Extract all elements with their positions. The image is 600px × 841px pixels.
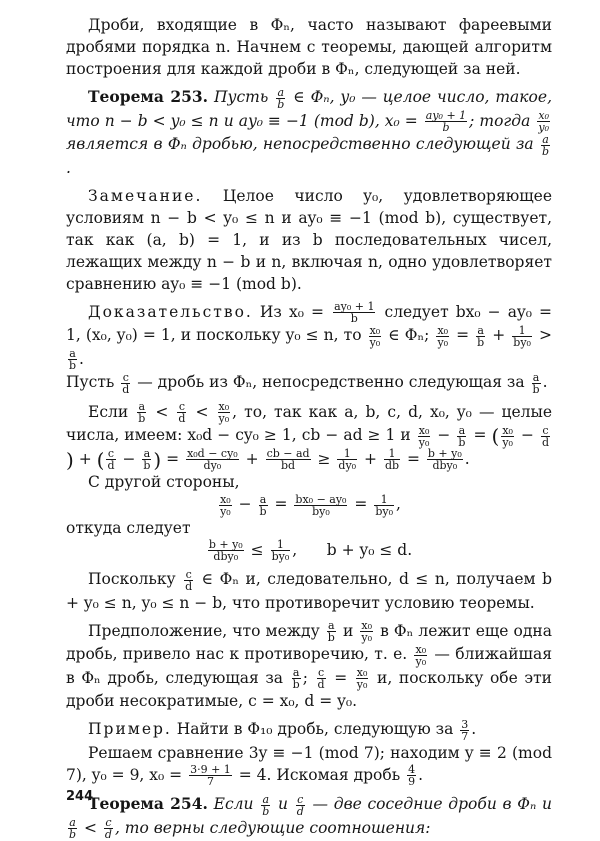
- text-run: +: [359, 449, 382, 468]
- text-run: ∈ Φₙ и, следовательно, d ≤ n, получаем b + y₀ ≤ n, y₀ ≤ n − b, что противоречит условию теоремы.: [66, 570, 552, 612]
- numerator: x₀: [361, 619, 372, 632]
- numerator: 3·9 + 1: [190, 763, 231, 776]
- denominator: d: [104, 828, 112, 841]
- text-run: +: [487, 326, 511, 344]
- text-run: = 4. Искомая дробь: [233, 765, 406, 784]
- text-run: и: [272, 795, 294, 813]
- denominator: dy₀: [338, 459, 357, 472]
- numerator: a: [277, 85, 285, 99]
- text-run: Предположение, что между: [88, 621, 325, 640]
- fraction-c-d: [177, 401, 186, 424]
- fraction-b-plus-y0-over-dby0: [208, 539, 244, 562]
- numerator: c: [105, 816, 112, 829]
- text-run: ; тогда: [469, 111, 536, 130]
- denominator: b: [138, 412, 146, 425]
- numerator: c: [122, 370, 129, 384]
- numerator: a: [458, 423, 466, 437]
- fraction-cb-ad-over-bd: [266, 448, 311, 471]
- whence-line: откуда следует: [66, 518, 191, 537]
- numerator: c: [297, 792, 304, 806]
- fraction-1-over-by0: [374, 494, 394, 517]
- fraction-ay0-plus-1-over-b: [333, 301, 375, 324]
- text-run: >: [533, 326, 552, 344]
- denominator: dby₀: [432, 459, 458, 472]
- fraction-a-b: [476, 325, 485, 348]
- denominator: y₀: [502, 435, 513, 449]
- text-run: следует bx₀ − ay₀ = 1, (x₀, y₀) = 1, и поскольку y₀ ≤ n, то: [66, 302, 553, 344]
- denominator: y₀: [220, 504, 231, 518]
- fraction-a-b: [68, 817, 77, 840]
- fraction-x0d-cy0-over-dy0: [186, 448, 239, 471]
- numerator: 4: [408, 763, 416, 776]
- text-run: Поскольку: [88, 570, 183, 588]
- theorem-253: [66, 86, 552, 179]
- numerator: b + y₀: [208, 538, 243, 551]
- text-run: ∈ Φₙ;: [383, 326, 435, 344]
- theorem-253-label: Теорема 253.: [88, 87, 209, 106]
- numerator: a: [477, 323, 484, 337]
- denominator: b: [277, 97, 285, 111]
- numerator: c: [107, 447, 115, 460]
- text-run: <: [79, 818, 102, 837]
- text-run: Из x₀ =: [252, 302, 332, 321]
- denominator: b: [442, 121, 450, 134]
- paren-left: (: [491, 424, 500, 448]
- text-run: =: [451, 326, 475, 344]
- paren-left: (: [96, 447, 105, 472]
- text-run: <: [148, 402, 176, 421]
- fraction-1-over-db: [384, 448, 400, 471]
- text-run: ∈ Φₙ, y₀ — целое число, такое, что n − b < y₀ ≤ n и ay₀ ≡ −1 (mod b), x₀ =: [66, 88, 552, 130]
- fraction-x0-y0: [356, 667, 369, 690]
- fraction-c-d: [296, 794, 305, 817]
- denominator: by₀: [271, 550, 290, 563]
- fraction-a-b: [68, 348, 77, 371]
- numerator: a: [542, 132, 549, 146]
- fraction-3x9-plus-1-over-7: [189, 764, 232, 787]
- fraction-a-b: [259, 494, 268, 517]
- fraction-1-over-by0: [512, 325, 532, 348]
- fraction-4-9: [407, 764, 416, 787]
- other-side-line: С другой стороны,: [88, 473, 240, 491]
- proof-line-2: [66, 371, 552, 395]
- text-run: +: [240, 449, 264, 468]
- denominator: d: [107, 459, 115, 472]
- denominator: b: [327, 631, 335, 644]
- text-run: ≤: [245, 540, 269, 559]
- denominator: d: [178, 412, 186, 425]
- fraction-a-b: [142, 448, 151, 471]
- denominator: 7: [461, 729, 469, 743]
- numerator: x₀: [437, 323, 449, 337]
- denominator: db: [384, 459, 400, 472]
- text-run: и, поскольку обе эти дроби несократимые, c = x₀, d = y₀.: [66, 668, 552, 710]
- numerator: c: [185, 567, 192, 581]
- fraction-b-plus-y0-over-dby0: [427, 448, 463, 471]
- denominator: y₀: [538, 121, 549, 134]
- text-run: и: [337, 621, 359, 640]
- denominator: dy₀: [203, 459, 222, 472]
- fraction-c-d: [106, 448, 115, 471]
- proof-paragraph: [66, 301, 552, 372]
- numerator: a: [259, 492, 267, 506]
- denominator: 9: [408, 775, 416, 788]
- text-run: , то верны следующие соотношения:: [114, 818, 431, 837]
- denominator: d: [317, 678, 325, 691]
- denominator: y₀: [415, 654, 427, 668]
- denominator: y₀: [437, 335, 449, 349]
- text-run: Найти в Φ₁₀ дробь, следующую за: [171, 720, 459, 738]
- denominator: d: [185, 579, 193, 593]
- numerator: b + y₀: [427, 447, 462, 460]
- denominator: y₀: [361, 631, 372, 644]
- text-run: −: [233, 495, 257, 513]
- remark-paragraph: [66, 185, 552, 295]
- fraction-a-b: [457, 425, 466, 448]
- denominator: b: [262, 804, 270, 818]
- denominator: y₀: [218, 412, 230, 425]
- numerator: ay₀ + 1: [334, 300, 375, 313]
- text-run: — две соседние дроби в Φₙ и: [306, 795, 553, 813]
- fraction-3-7: [460, 719, 469, 742]
- numerator: a: [292, 666, 300, 679]
- paren-right: ): [153, 447, 162, 472]
- fraction-a-b: [327, 620, 336, 643]
- text-run: .: [79, 349, 84, 368]
- numerator: 3: [461, 717, 469, 731]
- numerator: c: [317, 666, 325, 679]
- denominator: by₀: [312, 504, 330, 518]
- equation-1: [66, 493, 552, 517]
- numerator: x₀: [369, 323, 381, 337]
- fraction-ay0-plus-1-over-b: [425, 110, 467, 133]
- example-paragraph: [66, 718, 552, 742]
- denominator: b: [458, 435, 466, 449]
- fraction-a-b: [137, 401, 146, 424]
- denominator: b: [69, 828, 77, 841]
- denominator: by₀: [513, 335, 531, 349]
- fraction-x0-y0: [501, 425, 514, 448]
- text-run: <: [188, 402, 216, 421]
- numerator: x₀: [502, 423, 513, 437]
- paren-right: ): [66, 447, 74, 472]
- text-run: .: [542, 373, 548, 391]
- numerator: a: [328, 619, 335, 632]
- remark-label: Замечание.: [88, 186, 203, 205]
- intro-paragraph: Дроби, входящие в Φₙ, часто называют фареевыми дробями порядка n. Начнем с теоремы, дающей алгоритм построения для каждой дроби в Φₙ, следующей за ней.: [66, 16, 552, 78]
- page-number: 244: [66, 789, 94, 804]
- denominator: bd: [281, 459, 296, 472]
- denominator: d: [541, 435, 550, 449]
- text-run: −: [515, 426, 539, 444]
- fraction-bx0-ay0-over-by0: [294, 494, 347, 517]
- fraction-x0-y0: [418, 425, 431, 448]
- numerator: x₀: [415, 642, 427, 656]
- denominator: 7: [206, 775, 214, 788]
- numerator: 1: [374, 494, 394, 506]
- text-run: Пусть: [208, 88, 275, 106]
- numerator: a: [532, 370, 540, 384]
- numerator: a: [69, 816, 76, 829]
- if-paragraph: [66, 401, 552, 472]
- text-run: ,: [395, 495, 401, 513]
- since-paragraph: [66, 568, 552, 614]
- numerator: 1: [271, 539, 291, 551]
- proof-label: Доказательство.: [88, 302, 253, 321]
- numerator: 1: [384, 448, 400, 460]
- fraction-a-b: [276, 87, 285, 110]
- text-run: , то, так как a, b, c, d, x₀, y₀ — целые числа, имеем: x₀d − cy₀ ≥ 1, cb − ad ≥ 1 и: [66, 402, 553, 444]
- example-label: Пример.: [88, 720, 172, 738]
- text-run: Если: [207, 795, 260, 813]
- assumption-paragraph: [66, 620, 552, 713]
- fraction-a-b: [292, 667, 301, 690]
- text-run: Решаем сравнение 3y ≡ −1 (mod 7); находим y ≡ 2 (mod 7), y₀ = 9, x₀ =: [66, 743, 552, 784]
- fraction-c-d: [184, 569, 193, 592]
- text-run: ≥: [312, 449, 336, 468]
- text-run: ;: [302, 668, 315, 687]
- denominator: y₀: [418, 435, 430, 449]
- text-run: в Φₙ лежит еще одна дробь, привело нас к противоречию, т. е.: [66, 621, 553, 663]
- fraction-x0-y0: [537, 110, 550, 133]
- text-run: .: [471, 720, 477, 738]
- fraction-x0-y0: [218, 401, 231, 424]
- text-run: — дробь из Φₙ, непосредственно следующая за: [132, 373, 530, 391]
- numerator: c: [178, 400, 185, 413]
- fraction-x0-y0: [436, 325, 449, 348]
- text-run: , b + y₀ ≤ d.: [292, 540, 413, 559]
- denominator: d: [296, 804, 304, 818]
- text-run: =: [161, 449, 185, 468]
- numerator: x₀: [418, 423, 430, 437]
- denominator: b: [532, 382, 540, 396]
- solution-paragraph: [66, 742, 552, 788]
- text-run: =: [402, 449, 425, 468]
- numerator: a: [262, 792, 270, 806]
- remark-text: Целое число y₀, удовлетворяющее условиям n − b < y₀ ≤ n и ay₀ ≡ −1 (mod b), существует, так как (a, b) = 1, и из b последовательных чисел, лежащих между n − b и n, включая n, одно удовлетворяет сравнению ay₀ ≡ −1 (mod b).: [66, 186, 552, 293]
- denominator: d: [122, 382, 130, 396]
- text-run: Пусть: [66, 373, 120, 391]
- fraction-a-b: [532, 372, 541, 395]
- text-run: .: [66, 158, 71, 177]
- fraction-c-d: [317, 667, 326, 690]
- equation-2: [66, 539, 552, 563]
- theorem-254: [66, 793, 552, 840]
- numerator: x₀: [220, 492, 231, 506]
- denominator: b: [69, 359, 77, 372]
- text-run: =: [468, 426, 492, 444]
- numerator: x₀d − cy₀: [187, 447, 238, 460]
- text-run: −: [117, 449, 141, 468]
- denominator: b: [259, 504, 267, 518]
- numerator: c: [542, 423, 549, 437]
- fraction-1-over-by0: [271, 539, 291, 562]
- text-run: =: [269, 495, 293, 513]
- text-run: — ближайшая в Φₙ дробь, следующая за: [66, 645, 552, 687]
- numerator: a: [69, 347, 76, 360]
- numerator: a: [138, 400, 146, 413]
- text-run: =: [349, 495, 373, 513]
- fraction-c-d: [104, 817, 113, 840]
- text-run: Если: [88, 402, 136, 421]
- text-run: +: [73, 449, 97, 468]
- fraction-c-d: [541, 425, 550, 448]
- denominator: by₀: [375, 504, 393, 518]
- text-run: является в Φₙ дробью, непосредственно следующей за: [66, 135, 539, 153]
- fraction-a-b: [541, 134, 550, 157]
- fraction-c-d: [121, 372, 130, 395]
- fraction-a-b: [261, 794, 270, 817]
- numerator: 1: [512, 325, 532, 337]
- denominator: b: [541, 144, 549, 158]
- numerator: 1: [337, 448, 357, 460]
- denominator: b: [143, 459, 151, 472]
- fraction-x0-y0: [369, 325, 382, 348]
- numerator: ay₀ + 1: [425, 109, 467, 122]
- fraction-x0-y0: [360, 620, 373, 643]
- denominator: y₀: [369, 335, 381, 349]
- numerator: cb − ad: [266, 447, 310, 460]
- theorem-254-label: Теорема 254.: [88, 794, 208, 813]
- numerator: a: [143, 447, 151, 460]
- denominator: b: [350, 312, 358, 325]
- numerator: x₀: [356, 666, 368, 679]
- denominator: b: [477, 335, 485, 349]
- denominator: b: [292, 678, 300, 691]
- numerator: x₀: [218, 400, 230, 413]
- fraction-x0-y0: [414, 644, 427, 667]
- numerator: bx₀ − ay₀: [295, 492, 347, 506]
- text-run: .: [418, 765, 424, 784]
- text-run: .: [464, 449, 470, 468]
- text-run: −: [432, 426, 456, 444]
- fraction-x0-y0: [219, 494, 232, 517]
- numerator: x₀: [538, 109, 549, 122]
- denominator: y₀: [356, 678, 368, 691]
- fraction-1-over-dy0: [337, 448, 357, 471]
- text-run: =: [327, 668, 354, 687]
- denominator: dby₀: [213, 550, 239, 563]
